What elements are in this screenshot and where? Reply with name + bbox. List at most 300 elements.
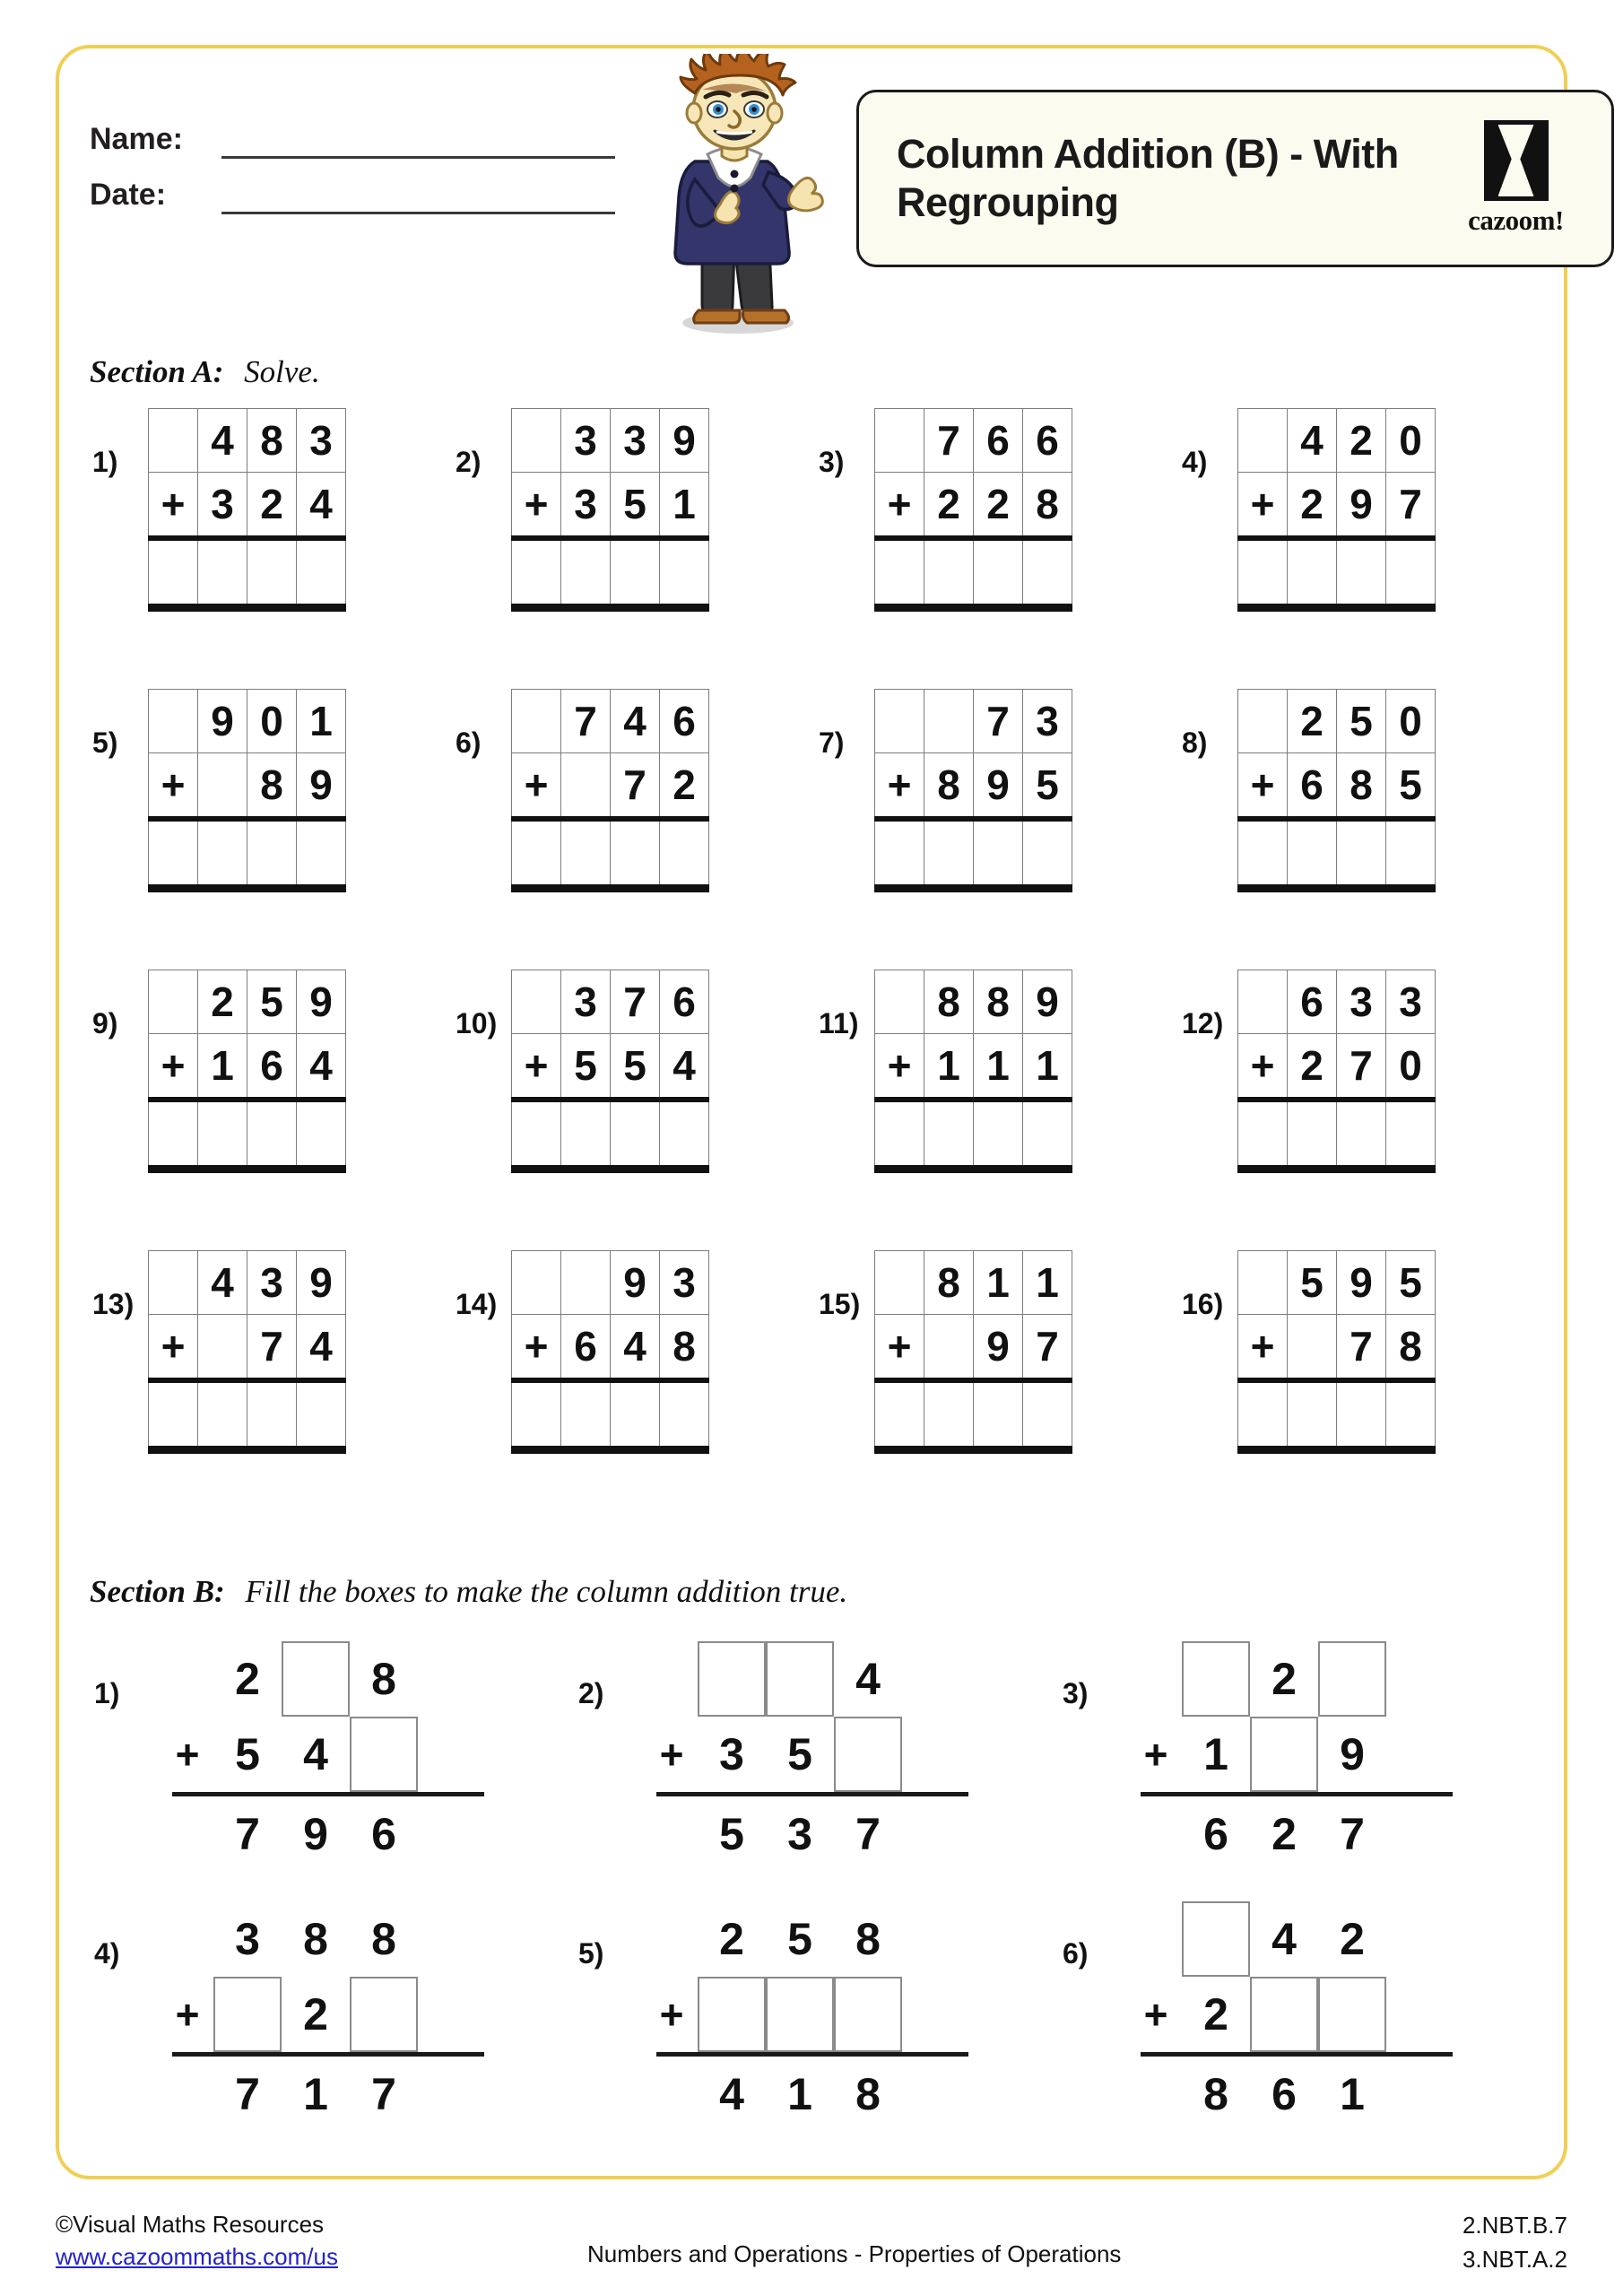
grid-cell-empty[interactable] [974, 819, 1023, 889]
problem-number: 3) [1063, 1677, 1089, 1709]
answer-row [512, 1100, 709, 1170]
grid-cell-digit: 1 [924, 1034, 974, 1100]
grid-cell-empty[interactable] [611, 1380, 660, 1450]
addend-row-bottom [512, 1034, 709, 1100]
grid-cell-empty[interactable] [1288, 819, 1337, 889]
answer-box[interactable] [766, 1641, 834, 1717]
grid-cell-empty[interactable] [149, 1380, 198, 1450]
grid-cell-digit: 7 [247, 1315, 297, 1381]
cell-digit: 6 [1271, 2069, 1297, 2119]
grid-cell-empty[interactable] [875, 538, 924, 608]
grid-cell-empty[interactable] [512, 409, 561, 473]
grid-cell-digit: 5 [611, 1034, 660, 1100]
addition-stack [646, 1641, 968, 1872]
grid-cell-empty[interactable] [1023, 1100, 1072, 1170]
answer-box[interactable] [1182, 1641, 1250, 1717]
addition-grid [1237, 689, 1436, 892]
grid-cell-digit: 1 [974, 1251, 1023, 1315]
section-a-heading [90, 354, 320, 390]
grid-cell-digit: + [875, 1034, 924, 1100]
grid-cell-digit: + [149, 1034, 198, 1100]
grid-cell-digit: 2 [1288, 690, 1337, 753]
answer-box[interactable] [1182, 1901, 1250, 1977]
problem-number: 5) [92, 726, 118, 759]
footer-left [56, 2208, 338, 2273]
problem-number: 14) [456, 1288, 498, 1320]
addend-row-top [149, 970, 346, 1034]
grid-cell-digit: 2 [974, 473, 1023, 539]
grid-cell-empty[interactable] [611, 1100, 660, 1170]
addend-row-top [149, 1251, 346, 1315]
grid-cell-empty[interactable] [875, 690, 924, 753]
column-addition-problem [812, 1250, 1175, 1531]
addend-row-top [646, 1641, 968, 1717]
answer-row [875, 819, 1072, 889]
section-a-row [85, 970, 1538, 1250]
grid-cell-empty[interactable] [247, 538, 297, 608]
grid-cell-empty[interactable] [1238, 1380, 1288, 1450]
grid-cell-empty[interactable] [1238, 819, 1288, 889]
addend-row-bottom [149, 473, 346, 539]
addition-stack [1130, 1641, 1453, 1872]
grid-cell-digit: 8 [924, 970, 974, 1034]
answer-box[interactable] [350, 1717, 418, 1792]
footer-standards [1462, 2208, 1567, 2276]
grid-cell-digit: + [1238, 753, 1288, 820]
cell-digit: 2 [1203, 1989, 1228, 2039]
grid-cell-digit: + [875, 473, 924, 539]
addition-grid [148, 408, 346, 612]
grid-cell-empty[interactable] [561, 1100, 611, 1170]
answer-box[interactable] [213, 1977, 282, 2052]
plus-sign: + [659, 1991, 684, 2038]
column-addition-problem [448, 689, 812, 970]
grid-cell-empty[interactable] [561, 538, 611, 608]
grid-cell-empty[interactable] [561, 1380, 611, 1450]
problem-number: 8) [1182, 726, 1208, 759]
problem-number: 5) [578, 1937, 604, 1970]
plus-sign: + [659, 1731, 684, 1778]
addend-row-bottom [875, 753, 1072, 820]
cell-digit: 2 [719, 1914, 744, 1964]
grid-cell-empty[interactable] [1238, 538, 1288, 608]
answer-box[interactable] [1318, 1977, 1386, 2052]
grid-cell-empty[interactable] [247, 1380, 297, 1450]
grid-cell-empty[interactable] [611, 538, 660, 608]
grid-cell-digit: 0 [247, 690, 297, 753]
grid-cell-digit: + [512, 1034, 561, 1100]
grid-cell-empty[interactable] [297, 538, 346, 608]
grid-cell-digit: + [512, 753, 561, 820]
grid-cell-empty[interactable] [1337, 1380, 1386, 1450]
grid-cell-digit: 6 [660, 970, 709, 1034]
cell-digit: 1 [1340, 2069, 1365, 2119]
grid-cell-digit: 7 [924, 409, 974, 473]
cazoom-logo [1460, 120, 1572, 237]
grid-cell-empty[interactable] [149, 1251, 198, 1315]
grid-cell-empty[interactable] [1238, 970, 1288, 1034]
fill-the-box-problem [85, 1901, 569, 2161]
grid-cell-empty[interactable] [512, 1251, 561, 1315]
cell-digit: 8 [371, 1914, 396, 1964]
addition-grid [148, 689, 346, 892]
grid-cell-digit: 3 [561, 473, 611, 539]
grid-cell-digit: 3 [1386, 970, 1436, 1034]
grid-cell-empty[interactable] [247, 819, 297, 889]
grid-cell-empty[interactable] [924, 819, 974, 889]
grid-cell-empty[interactable] [198, 538, 247, 608]
website-link[interactable]: www.cazoommaths.com/us [56, 2243, 338, 2270]
cazoom-logo-text: cazoom! [1468, 204, 1564, 236]
answer-box[interactable] [350, 1977, 418, 2052]
grid-cell-digit: 8 [1023, 473, 1072, 539]
grid-cell-digit: 8 [247, 753, 297, 820]
cell-digit: 5 [235, 1729, 260, 1779]
addition-grid [1237, 1250, 1436, 1454]
answer-box[interactable] [834, 1717, 902, 1792]
grid-cell-empty[interactable] [924, 1380, 974, 1450]
grid-cell-empty[interactable] [924, 538, 974, 608]
worksheet-header [85, 85, 1564, 291]
grid-cell-empty[interactable] [974, 1380, 1023, 1450]
grid-cell-digit: 1 [297, 690, 346, 753]
section-a-row [85, 689, 1538, 970]
grid-cell-digit: + [149, 1315, 198, 1381]
grid-cell-digit: 4 [611, 1315, 660, 1381]
section-b-label: Section B: [90, 1574, 225, 1609]
grid-cell-digit: 3 [198, 473, 247, 539]
cell-digit: 6 [1203, 1809, 1228, 1859]
grid-cell-empty[interactable] [149, 538, 198, 608]
grid-cell-empty[interactable] [297, 1100, 346, 1170]
grid-cell-empty[interactable] [875, 970, 924, 1034]
addition-stack [161, 1901, 484, 2132]
grid-cell-empty[interactable] [924, 1315, 974, 1381]
addition-grid [511, 970, 709, 1173]
grid-cell-empty[interactable] [875, 1380, 924, 1450]
section-b-heading [90, 1574, 847, 1610]
grid-cell-digit: 0 [1386, 409, 1436, 473]
grid-cell-digit: 4 [198, 409, 247, 473]
grid-cell-digit: 9 [198, 690, 247, 753]
plus-sign: + [175, 1731, 200, 1778]
problem-number: 15) [819, 1288, 861, 1320]
grid-cell-empty[interactable] [1288, 538, 1337, 608]
name-label: Name: [90, 122, 183, 156]
grid-cell-empty[interactable] [924, 690, 974, 753]
answer-box[interactable] [1318, 1641, 1386, 1717]
grid-cell-digit: 9 [1023, 970, 1072, 1034]
problem-number: 16) [1182, 1288, 1224, 1320]
column-addition-problem [448, 970, 812, 1250]
addend-row-top [1238, 690, 1436, 753]
addend-row-bottom [1130, 1977, 1453, 2052]
cell-digit: 7 [235, 1809, 260, 1859]
cell-digit: 5 [787, 1914, 812, 1964]
grid-cell-empty[interactable] [198, 1100, 247, 1170]
grid-cell-empty[interactable] [974, 538, 1023, 608]
cell-digit: 9 [303, 1809, 328, 1859]
section-a-row [85, 408, 1538, 689]
grid-cell-digit: 5 [1386, 753, 1436, 820]
addition-grid [511, 689, 709, 892]
addend-row-bottom [1238, 1315, 1436, 1381]
grid-cell-empty[interactable] [561, 753, 611, 820]
grid-cell-empty[interactable] [149, 690, 198, 753]
grid-cell-digit: 6 [561, 1315, 611, 1381]
grid-cell-digit: 1 [974, 1034, 1023, 1100]
grid-cell-empty[interactable] [1238, 1100, 1288, 1170]
grid-cell-digit: 7 [611, 753, 660, 820]
grid-cell-empty[interactable] [974, 1100, 1023, 1170]
answer-row [1238, 1100, 1436, 1170]
grid-cell-digit: 4 [660, 1034, 709, 1100]
grid-cell-empty[interactable] [198, 819, 247, 889]
grid-cell-empty[interactable] [1337, 538, 1386, 608]
grid-cell-empty[interactable] [1386, 1100, 1436, 1170]
grid-cell-empty[interactable] [297, 819, 346, 889]
grid-cell-empty[interactable] [512, 819, 561, 889]
problem-number: 7) [819, 726, 845, 759]
grid-cell-digit: 9 [974, 1315, 1023, 1381]
name-date-block [90, 103, 628, 214]
grid-cell-empty[interactable] [198, 1380, 247, 1450]
grid-cell-digit: 2 [1288, 473, 1337, 539]
grid-cell-empty[interactable] [660, 1380, 709, 1450]
addend-row-top [512, 690, 709, 753]
grid-cell-empty[interactable] [198, 753, 247, 820]
grid-cell-empty[interactable] [1238, 690, 1288, 753]
answer-row [149, 1380, 346, 1450]
addend-row-top [161, 1641, 484, 1717]
grid-cell-empty[interactable] [1337, 1100, 1386, 1170]
problem-number: 1) [92, 446, 118, 478]
addend-row-bottom [161, 1717, 484, 1792]
grid-cell-empty[interactable] [1023, 1380, 1072, 1450]
addition-grid [1237, 970, 1436, 1173]
grid-cell-digit: 6 [1288, 753, 1337, 820]
fill-the-box-problem [85, 1641, 569, 1901]
addend-row-bottom [1130, 1717, 1453, 1792]
addition-grid [511, 408, 709, 612]
grid-cell-digit: 0 [1386, 1034, 1436, 1100]
grid-cell-empty[interactable] [149, 819, 198, 889]
addition-grid [148, 1250, 346, 1454]
answer-row [149, 819, 346, 889]
grid-cell-digit: 0 [1386, 690, 1436, 753]
grid-cell-digit: 1 [1023, 1034, 1072, 1100]
problem-number: 1) [94, 1677, 120, 1709]
grid-cell-digit: 9 [660, 409, 709, 473]
grid-cell-empty[interactable] [512, 970, 561, 1034]
addend-row-top [875, 409, 1072, 473]
grid-cell-digit: + [1238, 1315, 1288, 1381]
problem-number: 4) [1182, 446, 1208, 478]
answer-box[interactable] [698, 1641, 766, 1717]
page-title: Column Addition (B) - With Regrouping [897, 131, 1399, 225]
grid-cell-digit: 5 [1288, 1251, 1337, 1315]
grid-cell-empty[interactable] [1238, 1251, 1288, 1315]
sum-row [646, 2057, 968, 2132]
grid-cell-empty[interactable] [875, 1100, 924, 1170]
grid-cell-digit: 4 [297, 1034, 346, 1100]
cell-digit: 2 [1340, 1914, 1365, 1964]
addend-row-bottom [875, 1034, 1072, 1100]
cell-digit: 8 [855, 2069, 881, 2119]
grid-cell-digit: 3 [1023, 690, 1072, 753]
column-addition-problem [85, 689, 448, 970]
grid-cell-digit: 4 [611, 690, 660, 753]
answer-row [875, 1380, 1072, 1450]
cell-digit: 2 [235, 1654, 260, 1704]
grid-cell-digit: + [149, 753, 198, 820]
answer-box[interactable] [698, 1977, 766, 2052]
grid-cell-empty[interactable] [875, 819, 924, 889]
addend-row-top [1130, 1901, 1453, 1977]
fill-the-box-problem [1054, 1641, 1538, 1901]
column-addition-problem [448, 408, 812, 689]
grid-cell-empty[interactable] [1288, 1315, 1337, 1381]
name-row [90, 103, 628, 159]
name-input-line[interactable] [221, 120, 615, 159]
standard-line-2: 3.NBT.A.2 [1462, 2246, 1567, 2273]
grid-cell-empty[interactable] [875, 409, 924, 473]
grid-cell-digit: 9 [611, 1251, 660, 1315]
answer-box[interactable] [834, 1977, 902, 2052]
grid-cell-empty[interactable] [198, 1315, 247, 1381]
section-a-instruction: Solve. [244, 354, 320, 389]
addition-grid [874, 689, 1072, 892]
grid-cell-empty[interactable] [149, 970, 198, 1034]
grid-cell-digit: 3 [660, 1251, 709, 1315]
grid-cell-empty[interactable] [297, 1380, 346, 1450]
answer-box[interactable] [1250, 1977, 1318, 2052]
grid-cell-digit: 7 [611, 970, 660, 1034]
grid-cell-empty[interactable] [1288, 1100, 1337, 1170]
grid-cell-digit: 2 [198, 970, 247, 1034]
sum-row [161, 2057, 484, 2132]
student-mascot-illustration [632, 54, 838, 341]
grid-cell-empty[interactable] [611, 819, 660, 889]
grid-cell-digit: 5 [1337, 690, 1386, 753]
grid-cell-digit: + [875, 1315, 924, 1381]
addition-grid [874, 408, 1072, 612]
grid-cell-empty[interactable] [660, 819, 709, 889]
problem-number: 13) [92, 1288, 135, 1320]
grid-cell-empty[interactable] [1386, 1380, 1436, 1450]
grid-cell-empty[interactable] [149, 409, 198, 473]
addend-row-top [512, 409, 709, 473]
cell-digit: 1 [1203, 1729, 1228, 1779]
addend-row-top [1130, 1641, 1453, 1717]
grid-cell-empty[interactable] [1386, 538, 1436, 608]
grid-cell-digit: 6 [1023, 409, 1072, 473]
grid-cell-empty[interactable] [512, 1380, 561, 1450]
addition-stack [1130, 1901, 1453, 2132]
cell-digit: 2 [1271, 1654, 1297, 1704]
section-a-problems [85, 408, 1538, 1531]
grid-cell-empty[interactable] [1023, 538, 1072, 608]
problem-number: 6) [456, 726, 482, 759]
grid-cell-empty[interactable] [660, 1100, 709, 1170]
grid-cell-empty[interactable] [1023, 819, 1072, 889]
grid-cell-empty[interactable] [149, 1100, 198, 1170]
grid-cell-digit: 8 [1337, 753, 1386, 820]
grid-cell-empty[interactable] [1238, 409, 1288, 473]
addend-row-bottom [1238, 753, 1436, 820]
answer-box[interactable] [282, 1641, 350, 1717]
grid-cell-digit: 8 [1386, 1315, 1436, 1381]
section-a-label: Section A: [90, 354, 224, 389]
addition-grid [874, 970, 1072, 1173]
grid-cell-digit: 4 [1288, 409, 1337, 473]
cell-digit: 7 [371, 2069, 396, 2119]
answer-box[interactable] [766, 1977, 834, 2052]
cell-digit: 7 [855, 1809, 881, 1859]
grid-cell-digit: 1 [660, 473, 709, 539]
answer-row [149, 1100, 346, 1170]
grid-cell-empty[interactable] [512, 690, 561, 753]
grid-cell-empty[interactable] [1337, 819, 1386, 889]
grid-cell-digit: 9 [297, 1251, 346, 1315]
grid-cell-digit: 4 [297, 473, 346, 539]
grid-cell-empty[interactable] [561, 819, 611, 889]
section-a-row [85, 1250, 1538, 1531]
date-input-line[interactable] [221, 176, 615, 214]
grid-cell-empty[interactable] [1288, 1380, 1337, 1450]
plus-sign: + [1143, 1991, 1168, 2038]
addend-row-bottom [149, 1034, 346, 1100]
addend-row-bottom [512, 753, 709, 820]
grid-cell-digit: 5 [1386, 1251, 1436, 1315]
grid-cell-digit: 6 [1288, 970, 1337, 1034]
answer-box[interactable] [1250, 1717, 1318, 1792]
date-row [90, 159, 628, 214]
grid-cell-empty[interactable] [247, 1100, 297, 1170]
addition-grid [511, 1250, 709, 1454]
cell-digit: 5 [719, 1809, 744, 1859]
addend-row-top [149, 690, 346, 753]
cell-digit: 1 [303, 2069, 328, 2119]
grid-cell-digit: 3 [561, 409, 611, 473]
addend-row-top [512, 970, 709, 1034]
grid-cell-digit: 8 [247, 409, 297, 473]
sum-row [646, 1796, 968, 1872]
grid-cell-digit: 7 [1337, 1034, 1386, 1100]
grid-cell-empty[interactable] [512, 538, 561, 608]
grid-cell-digit: 2 [660, 753, 709, 820]
column-addition-problem [1175, 689, 1538, 970]
grid-cell-empty[interactable] [561, 1251, 611, 1315]
column-addition-problem [448, 1250, 812, 1531]
addend-row-bottom [512, 1315, 709, 1381]
grid-cell-empty[interactable] [924, 1100, 974, 1170]
addend-row-top [161, 1901, 484, 1977]
addend-row-bottom [646, 1977, 968, 2052]
grid-cell-empty[interactable] [512, 1100, 561, 1170]
grid-cell-digit: 3 [247, 1251, 297, 1315]
answer-row [1238, 538, 1436, 608]
grid-cell-empty[interactable] [875, 1251, 924, 1315]
grid-cell-digit: 3 [297, 409, 346, 473]
section-b-problems [85, 1641, 1538, 2161]
problem-number: 3) [819, 446, 845, 478]
grid-cell-empty[interactable] [1386, 819, 1436, 889]
grid-cell-empty[interactable] [660, 538, 709, 608]
addend-row-top [149, 409, 346, 473]
grid-cell-digit: 8 [924, 1251, 974, 1315]
grid-cell-digit: 8 [924, 753, 974, 820]
